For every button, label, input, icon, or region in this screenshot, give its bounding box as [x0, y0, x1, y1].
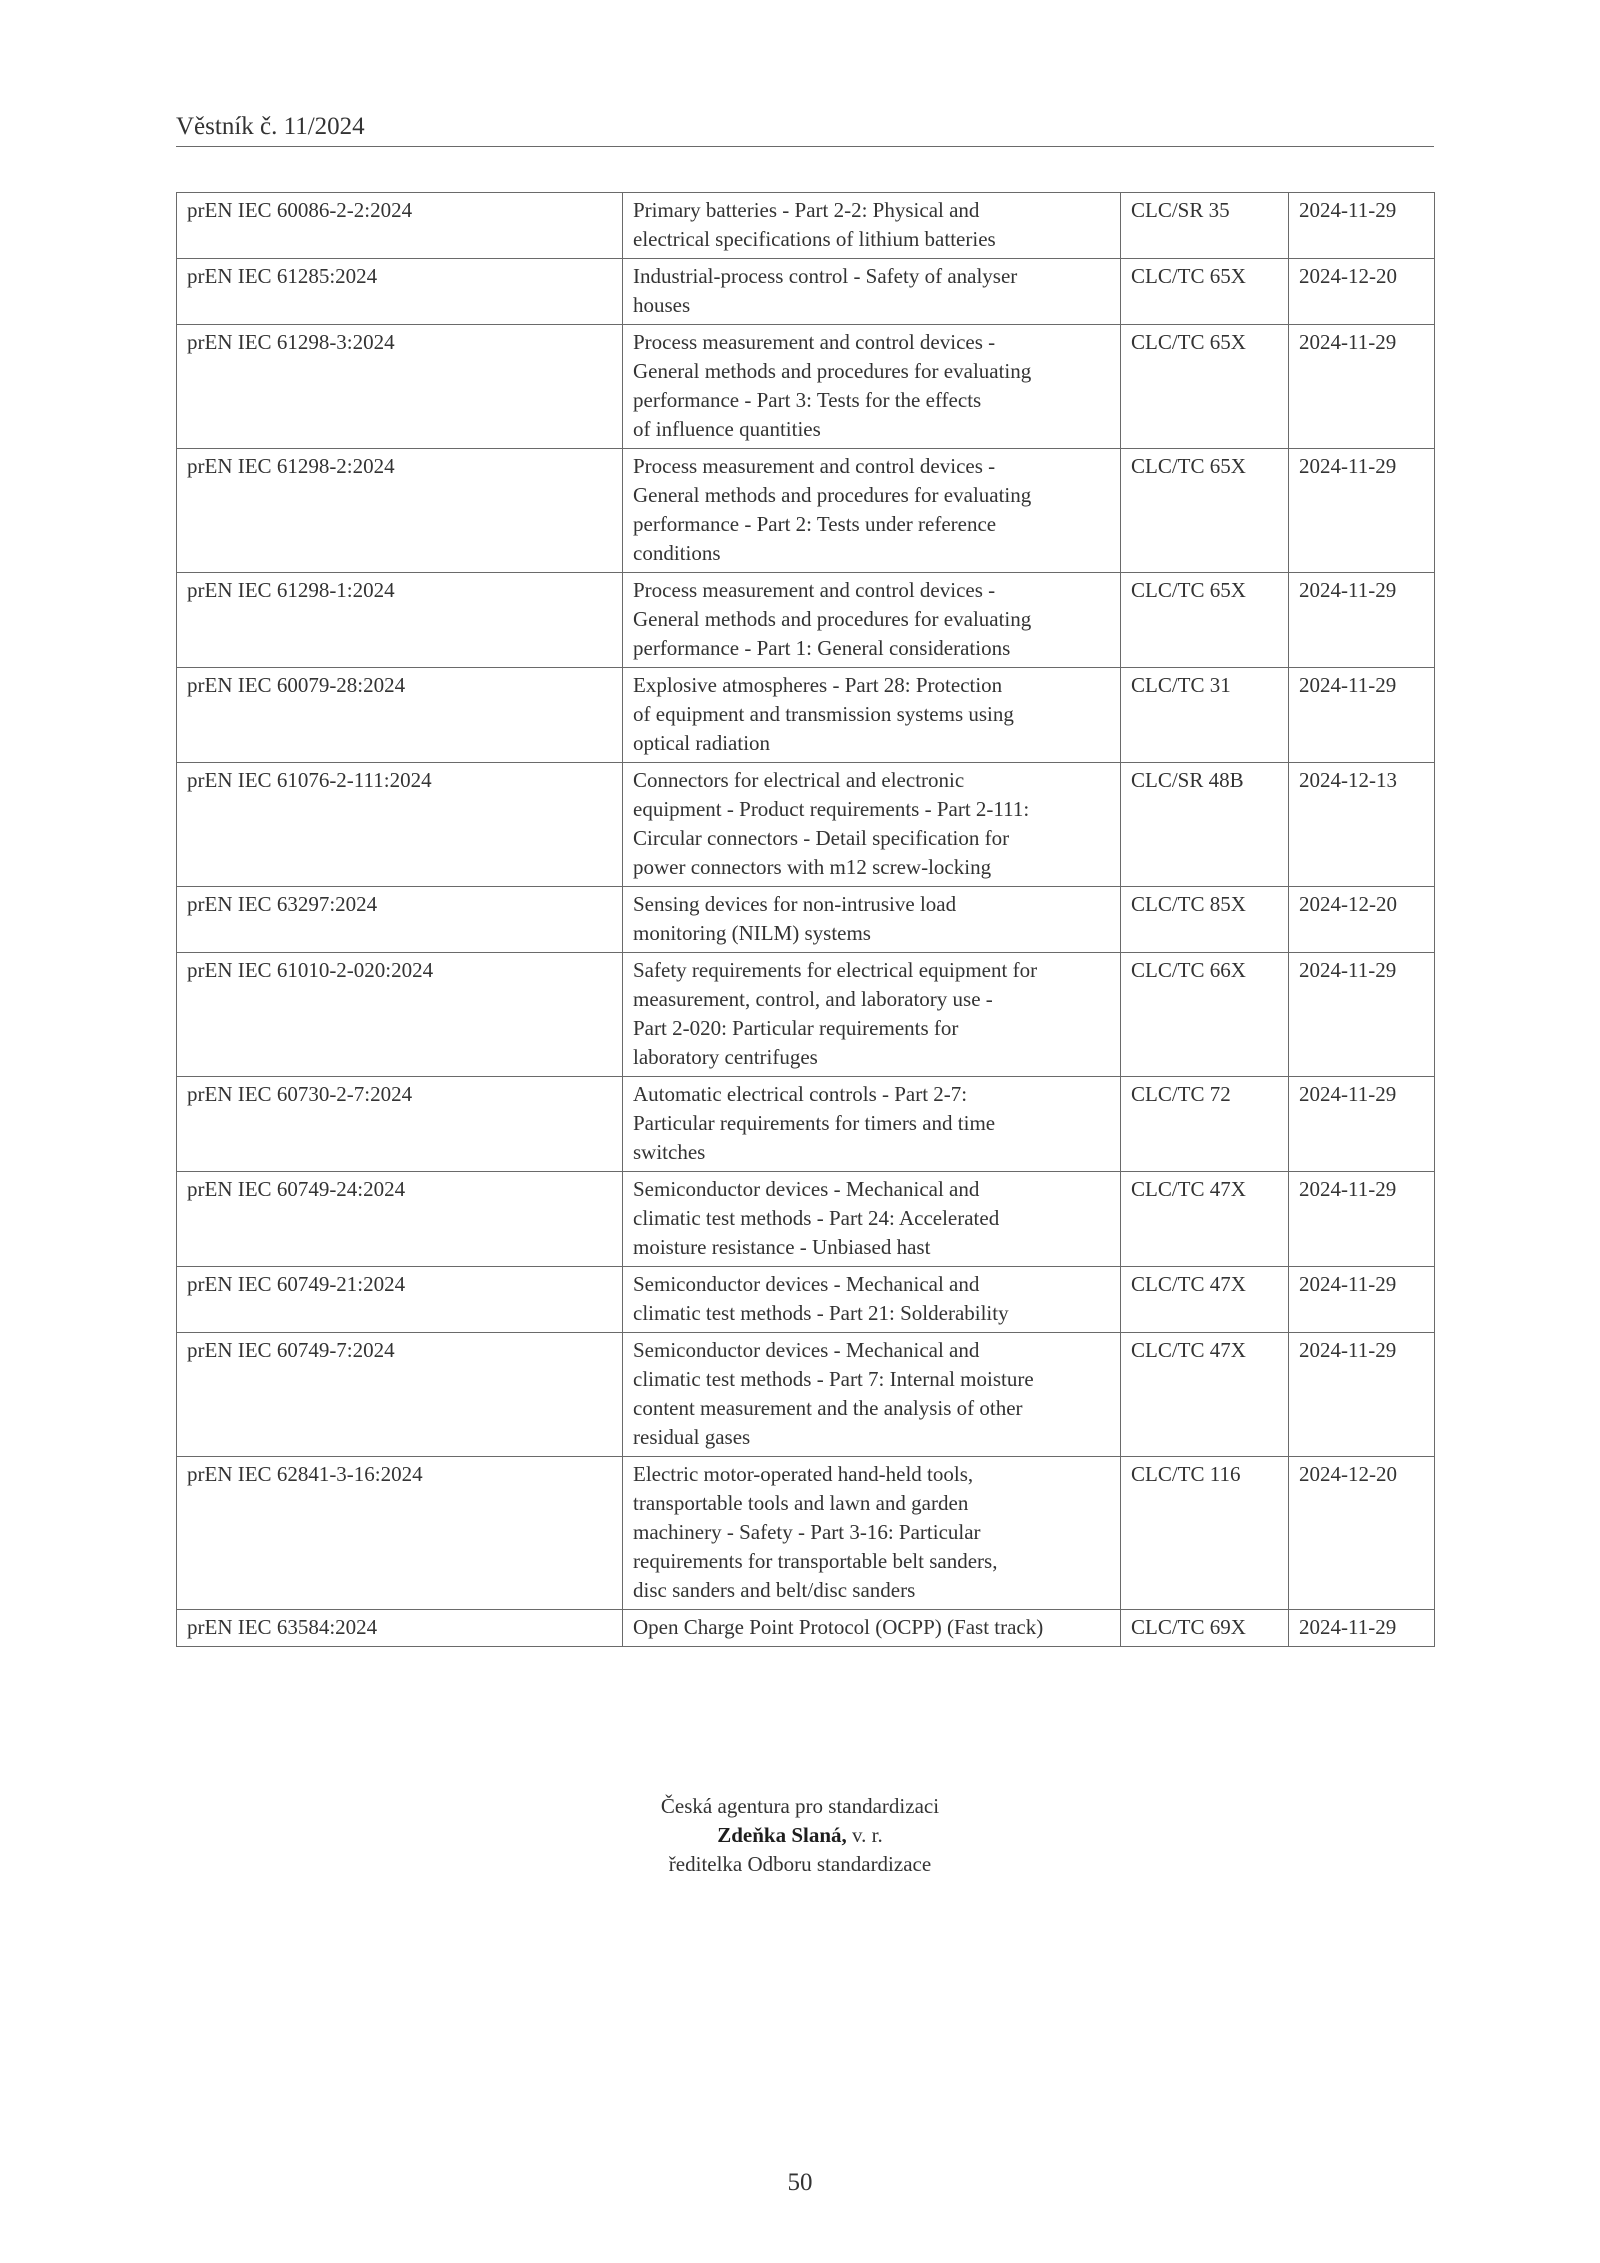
standard-code: prEN IEC 60749-7:2024	[177, 1333, 623, 1457]
standard-code: prEN IEC 61285:2024	[177, 259, 623, 325]
standard-code: prEN IEC 60086-2-2:2024	[177, 193, 623, 259]
comment-deadline: 2024-11-29	[1289, 1172, 1435, 1267]
committee: CLC/TC 85X	[1121, 887, 1289, 953]
standard-title-line: content measurement and the analysis of other	[633, 1396, 1023, 1420]
standard-title	[623, 1457, 1121, 1610]
committee: CLC/TC 31	[1121, 668, 1289, 763]
standard-title-line: monitoring (NILM) systems	[633, 921, 871, 945]
signature-role: ředitelka Odboru standardizace	[668, 1852, 932, 1876]
standard-title-line: conditions	[633, 541, 721, 565]
committee: CLC/TC 66X	[1121, 953, 1289, 1077]
standards-table	[176, 192, 1435, 1647]
standard-title	[623, 1077, 1121, 1172]
signature-block	[0, 1792, 1600, 1879]
standard-title-line: switches	[633, 1140, 706, 1164]
comment-deadline: 2024-12-20	[1289, 259, 1435, 325]
table-row	[177, 1457, 1435, 1610]
standard-title	[623, 259, 1121, 325]
comment-deadline: 2024-11-29	[1289, 953, 1435, 1077]
standard-title-line: disc sanders and belt/disc sanders	[633, 1578, 916, 1602]
standard-title	[623, 668, 1121, 763]
standard-title-line: Particular requirements for timers and time	[633, 1111, 996, 1135]
comment-deadline: 2024-11-29	[1289, 1267, 1435, 1333]
standard-title	[623, 1610, 1121, 1647]
committee: CLC/TC 69X	[1121, 1610, 1289, 1647]
comment-deadline: 2024-12-20	[1289, 887, 1435, 953]
standard-code: prEN IEC 63584:2024	[177, 1610, 623, 1647]
standard-title-line: General methods and procedures for evaluating	[633, 607, 1032, 631]
standard-title	[623, 193, 1121, 259]
table-row	[177, 953, 1435, 1077]
table-row	[177, 1267, 1435, 1333]
standard-title-line: equipment - Product requirements - Part 2-111:	[633, 797, 1030, 821]
standard-code: prEN IEC 62841-3-16:2024	[177, 1457, 623, 1610]
standard-title-line: moisture resistance - Unbiased hast	[633, 1235, 931, 1259]
standard-code: prEN IEC 63297:2024	[177, 887, 623, 953]
table-row	[177, 1333, 1435, 1457]
standard-title	[623, 763, 1121, 887]
standard-code: prEN IEC 60749-24:2024	[177, 1172, 623, 1267]
table-row	[177, 1610, 1435, 1647]
comment-deadline: 2024-12-20	[1289, 1457, 1435, 1610]
committee: CLC/SR 48B	[1121, 763, 1289, 887]
committee: CLC/TC 65X	[1121, 449, 1289, 573]
comment-deadline: 2024-11-29	[1289, 1077, 1435, 1172]
standard-title-line: performance - Part 1: General considerations	[633, 636, 1011, 660]
standard-title-line: Process measurement and control devices -	[633, 454, 996, 478]
standard-code: prEN IEC 61298-1:2024	[177, 573, 623, 668]
standard-code: prEN IEC 61298-3:2024	[177, 325, 623, 449]
standard-code: prEN IEC 60079-28:2024	[177, 668, 623, 763]
standard-title-line: Primary batteries - Part 2-2: Physical and	[633, 198, 980, 222]
comment-deadline: 2024-11-29	[1289, 1333, 1435, 1457]
table-row	[177, 1172, 1435, 1267]
standard-title	[623, 449, 1121, 573]
standard-title-line: Sensing devices for non-intrusive load	[633, 892, 957, 916]
standard-code: prEN IEC 61010-2-020:2024	[177, 953, 623, 1077]
standard-title-line: Semiconductor devices - Mechanical and	[633, 1177, 980, 1201]
signature-name-line	[0, 1821, 1600, 1850]
standard-title	[623, 573, 1121, 668]
table-row	[177, 449, 1435, 573]
standard-title-line: climatic test methods - Part 7: Internal moisture	[633, 1367, 1034, 1391]
standard-title-line: optical radiation	[633, 731, 771, 755]
committee: CLC/TC 65X	[1121, 259, 1289, 325]
standard-title-line: of equipment and transmission systems using	[633, 702, 1014, 726]
table-row	[177, 1077, 1435, 1172]
page-number: 50	[787, 2169, 813, 2196]
table-row	[177, 193, 1435, 259]
standard-title-line: Process measurement and control devices -	[633, 330, 996, 354]
committee: CLC/TC 116	[1121, 1457, 1289, 1610]
standard-title-line: climatic test methods - Part 24: Accelerated	[633, 1206, 1000, 1230]
committee: CLC/TC 47X	[1121, 1333, 1289, 1457]
committee: CLC/TC 65X	[1121, 573, 1289, 668]
committee: CLC/TC 47X	[1121, 1172, 1289, 1267]
comment-deadline: 2024-11-29	[1289, 1610, 1435, 1647]
standard-title-line: Connectors for electrical and electronic	[633, 768, 965, 792]
standard-title-line: General methods and procedures for evaluating	[633, 359, 1032, 383]
comment-deadline: 2024-11-29	[1289, 193, 1435, 259]
comment-deadline: 2024-11-29	[1289, 449, 1435, 573]
standard-title-line: Process measurement and control devices -	[633, 578, 996, 602]
standard-title-line: power connectors with m12 screw-locking	[633, 855, 992, 879]
standard-title-line: performance - Part 2: Tests under reference	[633, 512, 997, 536]
standard-title-line: Semiconductor devices - Mechanical and	[633, 1338, 980, 1362]
standard-title-line: residual gases	[633, 1425, 751, 1449]
table-row	[177, 325, 1435, 449]
standard-title-line: electrical specifications of lithium batteries	[633, 227, 996, 251]
committee: CLC/TC 47X	[1121, 1267, 1289, 1333]
table-row	[177, 763, 1435, 887]
table-row	[177, 573, 1435, 668]
committee: CLC/TC 65X	[1121, 325, 1289, 449]
standard-title	[623, 887, 1121, 953]
standard-code: prEN IEC 61076-2-111:2024	[177, 763, 623, 887]
standard-title	[623, 953, 1121, 1077]
comment-deadline: 2024-11-29	[1289, 325, 1435, 449]
standard-title-line: transportable tools and lawn and garden	[633, 1491, 969, 1515]
comment-deadline: 2024-11-29	[1289, 573, 1435, 668]
comment-deadline: 2024-11-29	[1289, 668, 1435, 763]
standard-title-line: of influence quantities	[633, 417, 821, 441]
standard-title-line: measurement, control, and laboratory use -	[633, 987, 993, 1011]
committee: CLC/TC 72	[1121, 1077, 1289, 1172]
standard-title-line: Semiconductor devices - Mechanical and	[633, 1272, 980, 1296]
table-row	[177, 887, 1435, 953]
standard-title	[623, 1172, 1121, 1267]
standard-code: prEN IEC 60730-2-7:2024	[177, 1077, 623, 1172]
standard-title	[623, 1333, 1121, 1457]
journal-title: Věstník č. 11/2024	[176, 113, 365, 140]
standard-title-line: Safety requirements for electrical equipment for	[633, 958, 1038, 982]
standard-title-line: Electric motor-operated hand-held tools,	[633, 1462, 974, 1486]
standard-code: prEN IEC 61298-2:2024	[177, 449, 623, 573]
standard-title-line: Automatic electrical controls - Part 2-7:	[633, 1082, 968, 1106]
standard-title-line: Explosive atmospheres - Part 28: Protection	[633, 673, 1003, 697]
standard-title-line: performance - Part 3: Tests for the effects	[633, 388, 982, 412]
standard-code: prEN IEC 60749-21:2024	[177, 1267, 623, 1333]
standard-title-line: Industrial-process control - Safety of analyser	[633, 264, 1018, 288]
standard-title-line: General methods and procedures for evaluating	[633, 483, 1032, 507]
standard-title-line: Open Charge Point Protocol (OCPP) (Fast track)	[633, 1615, 1044, 1639]
committee: CLC/SR 35	[1121, 193, 1289, 259]
table-row	[177, 668, 1435, 763]
signature-org: Česká agentura pro standardizaci	[660, 1794, 940, 1818]
standard-title-line: machinery - Safety - Part 3-16: Particular	[633, 1520, 981, 1544]
standard-title	[623, 325, 1121, 449]
standard-title-line: Circular connectors - Detail specification for	[633, 826, 1010, 850]
standard-title	[623, 1267, 1121, 1333]
table-row	[177, 259, 1435, 325]
standard-title-line: laboratory centrifuges	[633, 1045, 818, 1069]
comment-deadline: 2024-12-13	[1289, 763, 1435, 887]
page-header	[176, 112, 1434, 147]
standards-table-body	[177, 193, 1435, 1647]
signature-suffix: v. r.	[846, 1823, 883, 1847]
standard-title-line: climatic test methods - Part 21: Solderability	[633, 1301, 1009, 1325]
signature-name: Zdeňka Slaná,	[717, 1823, 847, 1847]
standard-title-line: houses	[633, 293, 691, 317]
standard-title-line: Part 2-020: Particular requirements for	[633, 1016, 959, 1040]
standard-title-line: requirements for transportable belt sanders,	[633, 1549, 998, 1573]
